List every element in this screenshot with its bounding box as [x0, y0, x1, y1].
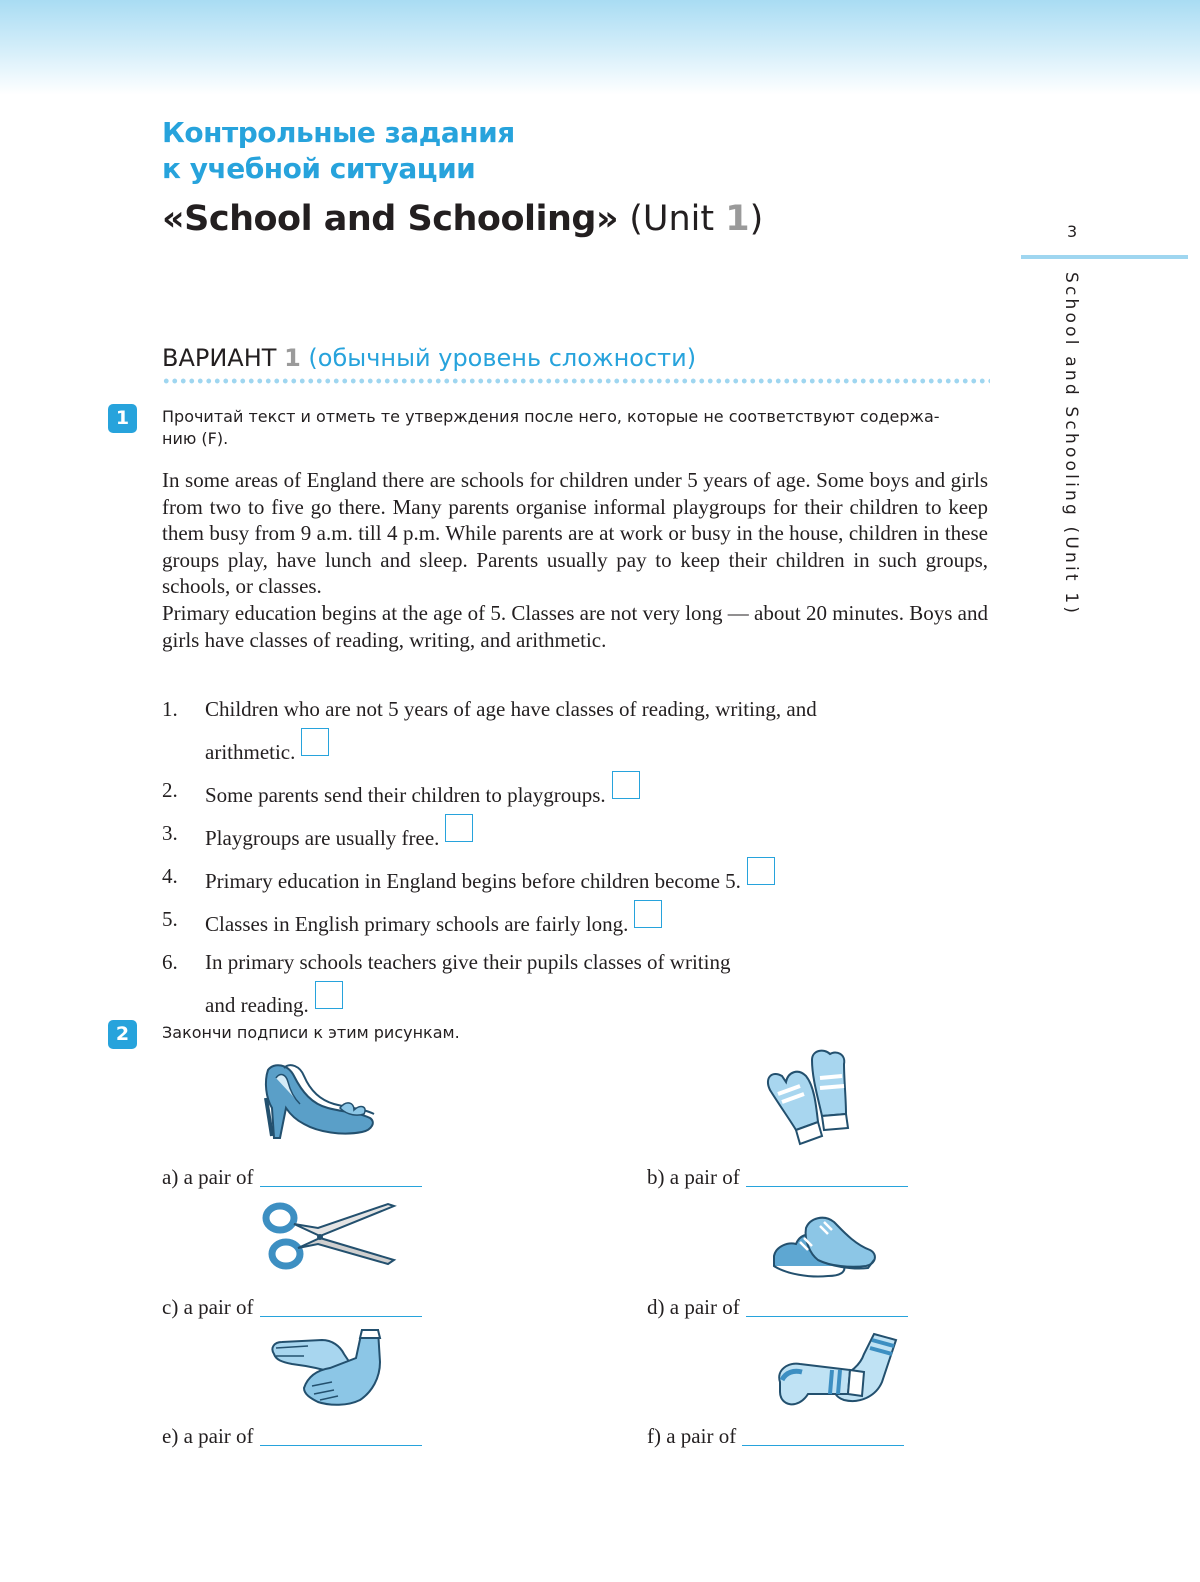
statement-text-cont: and reading. [205, 993, 309, 1017]
unit-title-main: «School and Schooling» [162, 199, 619, 239]
statement-number: 2. [162, 778, 178, 802]
statement-text: Some parents send their children to playgroups. [205, 783, 606, 807]
unit-title-number: 1 [725, 199, 750, 239]
caption-e [162, 1423, 422, 1449]
caption-b-label: b) a pair of [647, 1165, 740, 1189]
answer-checkbox-6[interactable] [315, 981, 343, 1009]
reading-passage [162, 467, 988, 653]
statement-text: Primary education in England begins before children become 5. [205, 869, 741, 893]
shoes-icon [258, 1058, 382, 1144]
caption-d-label: d) a pair of [647, 1295, 740, 1319]
variant-level: (обычный уровень сложности) [300, 344, 697, 372]
statement-1 [162, 690, 988, 771]
dotted-divider [162, 377, 990, 385]
answer-line-f[interactable] [742, 1426, 904, 1446]
answer-line-a[interactable] [260, 1167, 422, 1187]
caption-a [162, 1164, 422, 1190]
answer-line-d[interactable] [746, 1297, 908, 1317]
task-1-instruction-line2: нию (F). [162, 429, 229, 448]
variant-label: ВАРИАНТ [162, 344, 285, 372]
trainers-icon [770, 1210, 880, 1286]
caption-c [162, 1294, 422, 1320]
section-title-ru-line2: к учебной ситуации [162, 152, 476, 185]
task-1-instruction [162, 406, 940, 450]
answer-checkbox-4[interactable] [747, 857, 775, 885]
side-rule [1021, 255, 1188, 259]
gloves-icon [268, 1326, 394, 1412]
statement-number: 3. [162, 821, 178, 845]
answer-line-c[interactable] [260, 1297, 422, 1317]
caption-d [647, 1294, 908, 1320]
section-title-ru-line1: Контрольные задания [162, 116, 515, 149]
caption-f-label: f) a pair of [647, 1424, 737, 1448]
caption-e-label: e) a pair of [162, 1424, 254, 1448]
statement-list [162, 690, 988, 1024]
caption-b [647, 1164, 908, 1190]
running-title: School and Schooling (Unit 1) [1061, 272, 1081, 617]
statement-number: 6. [162, 950, 178, 974]
answer-checkbox-3[interactable] [445, 814, 473, 842]
section-title-ru [162, 115, 515, 187]
statement-number: 1. [162, 697, 178, 721]
statement-text: Classes in English primary schools are fairly long. [205, 912, 629, 936]
unit-title [162, 196, 763, 242]
statement-2 [162, 771, 988, 814]
answer-checkbox-1[interactable] [301, 728, 329, 756]
page-number: 3 [1067, 222, 1078, 241]
task-2-instruction: Закончи подписи к этим рисункам. [162, 1023, 460, 1042]
statement-number: 4. [162, 864, 178, 888]
task-2-badge: 2 [108, 1020, 137, 1049]
variant-number: 1 [284, 344, 301, 372]
task-1-instruction-line1: Прочитай текст и отметь те утверждения после него, которые не соответствуют содержа- [162, 407, 940, 426]
task-1-badge: 1 [108, 404, 137, 433]
statement-4 [162, 857, 988, 900]
socks-icon [774, 1330, 902, 1414]
top-gradient-band [0, 0, 1200, 95]
answer-checkbox-2[interactable] [612, 771, 640, 799]
answer-line-b[interactable] [746, 1167, 908, 1187]
statement-text-cont: arithmetic. [205, 740, 296, 764]
statement-5 [162, 900, 988, 943]
statement-text: In primary schools teachers give their pupils classes of writing [205, 950, 731, 974]
variant-heading [162, 342, 696, 374]
answer-checkbox-5[interactable] [634, 900, 662, 928]
statement-number: 5. [162, 907, 178, 931]
scissors-icon [262, 1198, 398, 1274]
unit-title-close: ) [749, 199, 764, 239]
statement-text: Children who are not 5 years of age have classes of reading, writing, and [205, 697, 817, 721]
passage-paragraph-2: Primary education begins at the age of 5. Classes are not very long — about 20 minutes. Boys and girls have classes of reading, writing, and arithmetic. [162, 600, 988, 652]
unit-title-unit: (Unit [629, 199, 726, 239]
caption-a-label: a) a pair of [162, 1165, 254, 1189]
statement-6 [162, 943, 988, 1024]
mittens-icon [760, 1048, 856, 1148]
answer-line-e[interactable] [260, 1426, 422, 1446]
statement-text: Playgroups are usually free. [205, 826, 440, 850]
statement-3 [162, 814, 988, 857]
caption-f [647, 1423, 904, 1449]
passage-paragraph-1: In some areas of England there are schools for children under 5 years of age. Some boys and girls from two to five go there. Many parents organise informal playgroups for their children to keep them busy from 9 a.m. till 4 p.m. While parents are at work or busy in the house, children in these groups play, have lunch and sleep. Parents usually pay to keep their children in such groups, schools, or classes. [162, 468, 988, 599]
caption-c-label: c) a pair of [162, 1295, 254, 1319]
